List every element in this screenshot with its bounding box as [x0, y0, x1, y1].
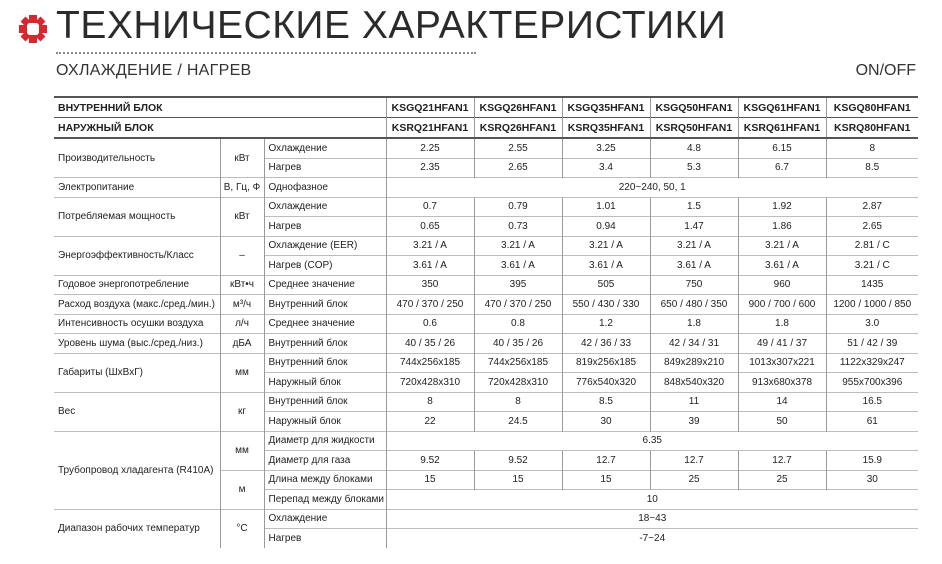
value-cell: 8: [474, 392, 562, 412]
value-cell: 2.25: [386, 138, 474, 158]
sub-param: Диаметр для газа: [264, 451, 386, 471]
sub-param: Охлаждение (EER): [264, 236, 386, 256]
value-cell: 395: [474, 275, 562, 295]
value-cell: 3.21 / A: [738, 236, 826, 256]
model-cell: KSRQ80HFAN1: [826, 118, 918, 139]
sub-param: Длина между блоками: [264, 470, 386, 490]
page-subtitle: ОХЛАЖДЕНИЕ / НАГРЕВ: [56, 62, 252, 79]
value-cell: 24.5: [474, 412, 562, 432]
unit-cell: м: [220, 470, 264, 509]
value-cell: 0.6: [386, 314, 474, 334]
unit-cell: мм: [220, 353, 264, 392]
value-cell: 505: [562, 275, 650, 295]
table-row: [54, 392, 918, 412]
value-cell: 900 / 700 / 600: [738, 295, 826, 315]
value-cell: 0.94: [562, 217, 650, 237]
value-cell: 1122x329x247: [826, 353, 918, 373]
param-name: Годовое энергопотребление: [54, 275, 220, 295]
value-cell: 61: [826, 412, 918, 432]
value-cell: 30: [562, 412, 650, 432]
value-cell: 3.61 / A: [474, 256, 562, 276]
model-cell: KSRQ35HFAN1: [562, 118, 650, 139]
value-cell: 30: [826, 470, 918, 490]
unit-cell: дБА: [220, 334, 264, 354]
value-cell: 12.7: [562, 451, 650, 471]
value-cell: 40 / 35 / 26: [474, 334, 562, 354]
page-title: ТЕХНИЧЕСКИЕ ХАРАКТЕРИСТИКИ: [56, 4, 727, 47]
unit-cell: В, Гц, Ф: [220, 178, 264, 198]
value-cell: 849x289x210: [650, 353, 738, 373]
value-cell: 848x540x320: [650, 373, 738, 393]
table-row: [54, 509, 918, 529]
value-cell: 3.21 / C: [826, 256, 918, 276]
value-cell: 42 / 36 / 33: [562, 334, 650, 354]
value-cell: 3.21 / A: [562, 236, 650, 256]
table-row: [54, 431, 918, 451]
value-cell: 3.4: [562, 158, 650, 178]
unit-cell: кВт: [220, 197, 264, 236]
value-cell: 3.25: [562, 138, 650, 158]
sub-param: Наружный блок: [264, 373, 386, 393]
title-divider: [56, 52, 476, 54]
table-row: [54, 178, 918, 198]
value-cell: 2.65: [826, 217, 918, 237]
value-cell: 15: [386, 470, 474, 490]
table-row: [54, 197, 918, 217]
unit-cell: кВт: [220, 138, 264, 178]
value-cell: 9.52: [474, 451, 562, 471]
sub-param: Нагрев (COP): [264, 256, 386, 276]
sub-param: Внутренний блок: [264, 334, 386, 354]
value-cell: 5.3: [650, 158, 738, 178]
param-name: Диапазон рабочих температур: [54, 509, 220, 548]
value-cell: 1.92: [738, 197, 826, 217]
param-name: Уровень шума (выс./сред./низ.): [54, 334, 220, 354]
value-cell: 3.61 / A: [650, 256, 738, 276]
table-row: [54, 138, 918, 158]
value-cell: 1.8: [650, 314, 738, 334]
header-label: НАРУЖНЫЙ БЛОК: [54, 118, 386, 139]
value-cell: 12.7: [738, 451, 826, 471]
value-cell: 15.9: [826, 451, 918, 471]
value-cell: 0.8: [474, 314, 562, 334]
value-cell: 0.79: [474, 197, 562, 217]
sub-param: Однофазное: [264, 178, 386, 198]
value-cell: 1.2: [562, 314, 650, 334]
param-name: Габариты (ШхВхГ): [54, 353, 220, 392]
value-cell: 3.0: [826, 314, 918, 334]
header-label: ВНУТРЕННИЙ БЛОК: [54, 97, 386, 118]
sub-param: Среднее значение: [264, 275, 386, 295]
value-cell: 8.5: [826, 158, 918, 178]
value-cell: 3.21 / A: [386, 236, 474, 256]
value-cell: 1200 / 1000 / 850: [826, 295, 918, 315]
value-cell: 3.61 / A: [386, 256, 474, 276]
value-cell: 4.8: [650, 138, 738, 158]
value-cell: 51 / 42 / 39: [826, 334, 918, 354]
value-cell: 960: [738, 275, 826, 295]
value-cell: 49 / 41 / 37: [738, 334, 826, 354]
unit-cell: кг: [220, 392, 264, 431]
param-name: Расход воздуха (макс./сред./мин.): [54, 295, 220, 315]
value-cell: 8.5: [562, 392, 650, 412]
value-cell: 40 / 35 / 26: [386, 334, 474, 354]
sub-param: Наружный блок: [264, 412, 386, 432]
unit-cell: мм: [220, 431, 264, 470]
value-cell: 39: [650, 412, 738, 432]
sub-param: Охлаждение: [264, 509, 386, 529]
value-cell: 1.01: [562, 197, 650, 217]
table-row: [54, 236, 918, 256]
model-cell: KSGQ50HFAN1: [650, 97, 738, 118]
model-cell: KSRQ50HFAN1: [650, 118, 738, 139]
sub-param: Среднее значение: [264, 314, 386, 334]
table-row: [54, 353, 918, 373]
value-cell: 0.65: [386, 217, 474, 237]
unit-cell: –: [220, 236, 264, 275]
table-row: [54, 314, 918, 334]
value-cell: 550 / 430 / 330: [562, 295, 650, 315]
value-cell: 6.15: [738, 138, 826, 158]
model-cell: KSRQ61HFAN1: [738, 118, 826, 139]
brand-logo-icon: [18, 14, 48, 44]
value-cell: 16.5: [826, 392, 918, 412]
unit-cell: л/ч: [220, 314, 264, 334]
spec-table: [54, 96, 918, 548]
value-cell: 776x540x320: [562, 373, 650, 393]
value-cell: 955x700x396: [826, 373, 918, 393]
table-row: [54, 275, 918, 295]
value-cell: 1013x307x221: [738, 353, 826, 373]
value-cell: 25: [738, 470, 826, 490]
value-cell: -7~24: [386, 529, 918, 548]
sub-param: Нагрев: [264, 158, 386, 178]
value-cell: 3.61 / A: [738, 256, 826, 276]
value-cell: 15: [474, 470, 562, 490]
param-name: Интенсивность осушки воздуха: [54, 314, 220, 334]
value-cell: 2.87: [826, 197, 918, 217]
sub-param: Нагрев: [264, 217, 386, 237]
value-cell: 1.8: [738, 314, 826, 334]
value-cell: 3.21 / A: [650, 236, 738, 256]
model-cell: KSGQ26HFAN1: [474, 97, 562, 118]
table-row: [54, 334, 918, 354]
value-cell: 1.47: [650, 217, 738, 237]
param-name: Производительность: [54, 138, 220, 178]
value-cell: 14: [738, 392, 826, 412]
value-cell: 6.7: [738, 158, 826, 178]
value-cell: 350: [386, 275, 474, 295]
model-cell: KSRQ21HFAN1: [386, 118, 474, 139]
value-cell: 11: [650, 392, 738, 412]
param-name: Энергоэффективность/Класс: [54, 236, 220, 275]
table-row: [54, 295, 918, 315]
value-cell: 2.81 / C: [826, 236, 918, 256]
value-cell: 750: [650, 275, 738, 295]
value-cell: 18~43: [386, 509, 918, 529]
model-cell: KSGQ35HFAN1: [562, 97, 650, 118]
model-cell: KSGQ21HFAN1: [386, 97, 474, 118]
value-cell: 470 / 370 / 250: [386, 295, 474, 315]
sub-param: Внутренний блок: [264, 353, 386, 373]
value-cell: 15: [562, 470, 650, 490]
value-cell: 720x428x310: [386, 373, 474, 393]
sub-param: Внутренний блок: [264, 295, 386, 315]
table-header-row: [54, 97, 918, 118]
sub-param: Нагрев: [264, 529, 386, 548]
value-cell: 2.35: [386, 158, 474, 178]
param-name: Трубопровод хладагента (R410A): [54, 431, 220, 509]
value-cell: 50: [738, 412, 826, 432]
value-cell: 8: [386, 392, 474, 412]
value-cell: 2.65: [474, 158, 562, 178]
value-cell: 42 / 34 / 31: [650, 334, 738, 354]
value-cell: 720x428x310: [474, 373, 562, 393]
model-cell: KSRQ26HFAN1: [474, 118, 562, 139]
value-cell: 3.21 / A: [474, 236, 562, 256]
table-header-row: [54, 118, 918, 139]
value-cell: 9.52: [386, 451, 474, 471]
value-cell: 0.7: [386, 197, 474, 217]
unit-cell: м³/ч: [220, 295, 264, 315]
value-cell: 650 / 480 / 350: [650, 295, 738, 315]
value-cell: 8: [826, 138, 918, 158]
sub-param: Перепад между блоками: [264, 490, 386, 510]
value-cell: 2.55: [474, 138, 562, 158]
unit-cell: °С: [220, 509, 264, 548]
value-cell: 1.86: [738, 217, 826, 237]
value-cell: 470 / 370 / 250: [474, 295, 562, 315]
value-cell: 1.5: [650, 197, 738, 217]
value-cell: 0.73: [474, 217, 562, 237]
value-cell: 22: [386, 412, 474, 432]
value-cell: 6.35: [386, 431, 918, 451]
value-cell: 25: [650, 470, 738, 490]
unit-cell: кВт•ч: [220, 275, 264, 295]
value-cell: 913x680x378: [738, 373, 826, 393]
param-name: Вес: [54, 392, 220, 431]
model-cell: KSGQ61HFAN1: [738, 97, 826, 118]
mode-label: ON/OFF: [855, 62, 916, 79]
value-cell: 3.61 / A: [562, 256, 650, 276]
value-cell: 744x256x185: [474, 353, 562, 373]
value-cell: 1435: [826, 275, 918, 295]
sub-param: Охлаждение: [264, 197, 386, 217]
value-cell: 12.7: [650, 451, 738, 471]
param-name: Электропитание: [54, 178, 220, 198]
value-cell: 10: [386, 490, 918, 510]
value-cell: 220~240, 50, 1: [386, 178, 918, 198]
model-cell: KSGQ80HFAN1: [826, 97, 918, 118]
sub-param: Охлаждение: [264, 138, 386, 158]
param-name: Потребляемая мощность: [54, 197, 220, 236]
value-cell: 819x256x185: [562, 353, 650, 373]
sub-param: Внутренний блок: [264, 392, 386, 412]
sub-param: Диаметр для жидкости: [264, 431, 386, 451]
value-cell: 744x256x185: [386, 353, 474, 373]
